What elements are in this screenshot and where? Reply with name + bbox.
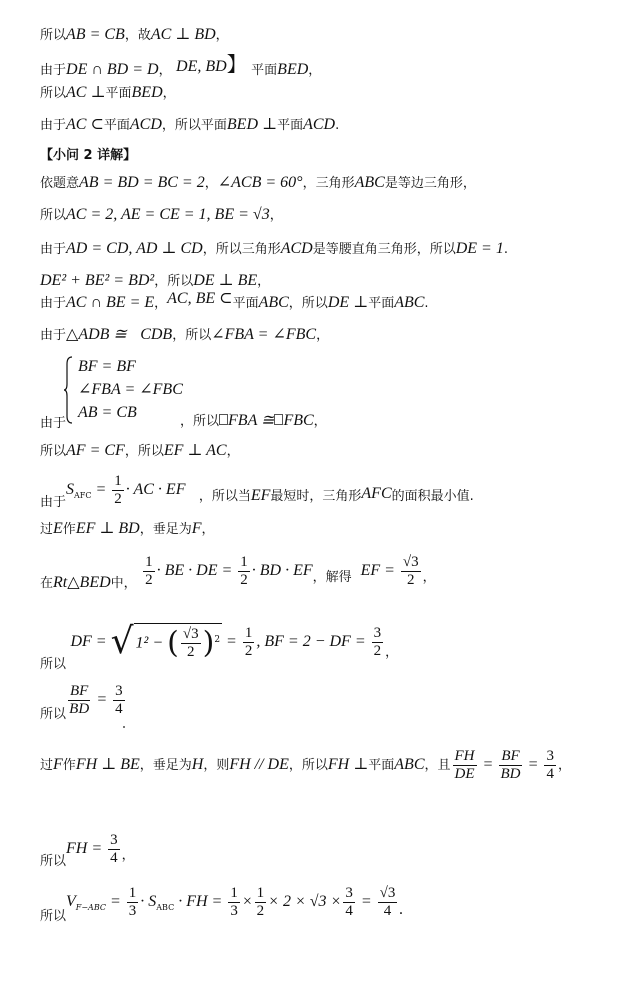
line-10: 由于AC ∩ BE = E，AC, BE ⊂平面ABC，所以DE ⊥平面ABC. — [40, 290, 429, 311]
line-15: 过E作EF ⊥ BD，垂足为F， — [40, 520, 215, 537]
line-11: 由于△ADB ≅ CDB，所以∠FBA = ∠FBC， — [40, 326, 330, 343]
line-7: 所以AC = 2, AE = CE = 1, BE = √3， — [40, 206, 283, 223]
line-12-suffix: ，所以 FBA ≅ FBC， — [180, 412, 327, 429]
line-17: 所以 DF = √ 1² − ( $\frac{√3}{2}$ )$^2$ = $\frac{1}{2}$ , BF = 2 − DF = $\frac{3}{2}$ ， — [40, 621, 399, 672]
line-3: 所以AC ⊥平面BED， — [40, 84, 176, 101]
line-6: 依题意AB = BD = BC = 2，∠ACB = 60°，三角形ABC是等边三角形， — [40, 174, 476, 191]
line-8: 由于AD = CD, AD ⊥ CD，所以三角形ACD是等腰直角三角形，所以DE = 1. — [40, 240, 508, 257]
line-9: DE² + BE² = BD²，所以DE ⊥ BE， — [40, 272, 271, 289]
section-heading: 【小问 2 详解】 — [40, 148, 137, 163]
line-16: 在Rt△BED中， $\frac{1}{2}$ · BE · DE = $\frac{1}{2}$ · BD · EF，解得 EF = $\frac{√3}{2}$ ， — [40, 553, 436, 591]
line-12-prefix: 由于 — [40, 416, 67, 431]
line-20: 所以FH = $\frac{3}{4}$ ， — [40, 831, 135, 869]
line-4: 由于AC ⊂平面ACD，所以平面BED ⊥平面ACD. — [40, 116, 340, 133]
line-1: 所以AB = CB，故AC ⊥ BD， — [40, 26, 229, 43]
system-row-2: ∠FBA = ∠FBC — [78, 381, 183, 398]
line-13: 所以AF = CF，所以EF ⊥ AC， — [40, 442, 240, 459]
line-21: 所以$V_{F-ABC}$ = $\frac{1}{3}$ · $S_{ABC}$ · FH = $\frac{1}{3}$ × $\frac{1}{2}$ × 2 × √3 × $\frac{3}{4}$ = $\frac{√3}{4}$ . — [40, 884, 404, 924]
system-row-3: AB = CB — [78, 404, 137, 421]
line-19: 过F作FH ⊥ BE，垂足为H，则FH // DE，所以FH ⊥平面ABC，且 $\frac{FH}{DE}$ = $\frac{BF}{BD}$ = $\frac{3}{4}$ ， — [40, 747, 571, 782]
dot-mark — [123, 726, 125, 728]
system-row-1: BF = BF — [78, 358, 136, 375]
line-2: 由于DE ∩ BD = D， DE, BD】 平面BED， — [40, 52, 322, 78]
line-14: 由于$S_{AFC}$ = $\frac{1}{2}$ · AC · EF ，所以当EF最短时，三角形AFC的面积最小值. — [40, 472, 474, 510]
line-18: 所以 $\frac{BF}{BD}$ = $\frac{3}{4}$ — [40, 682, 123, 722]
